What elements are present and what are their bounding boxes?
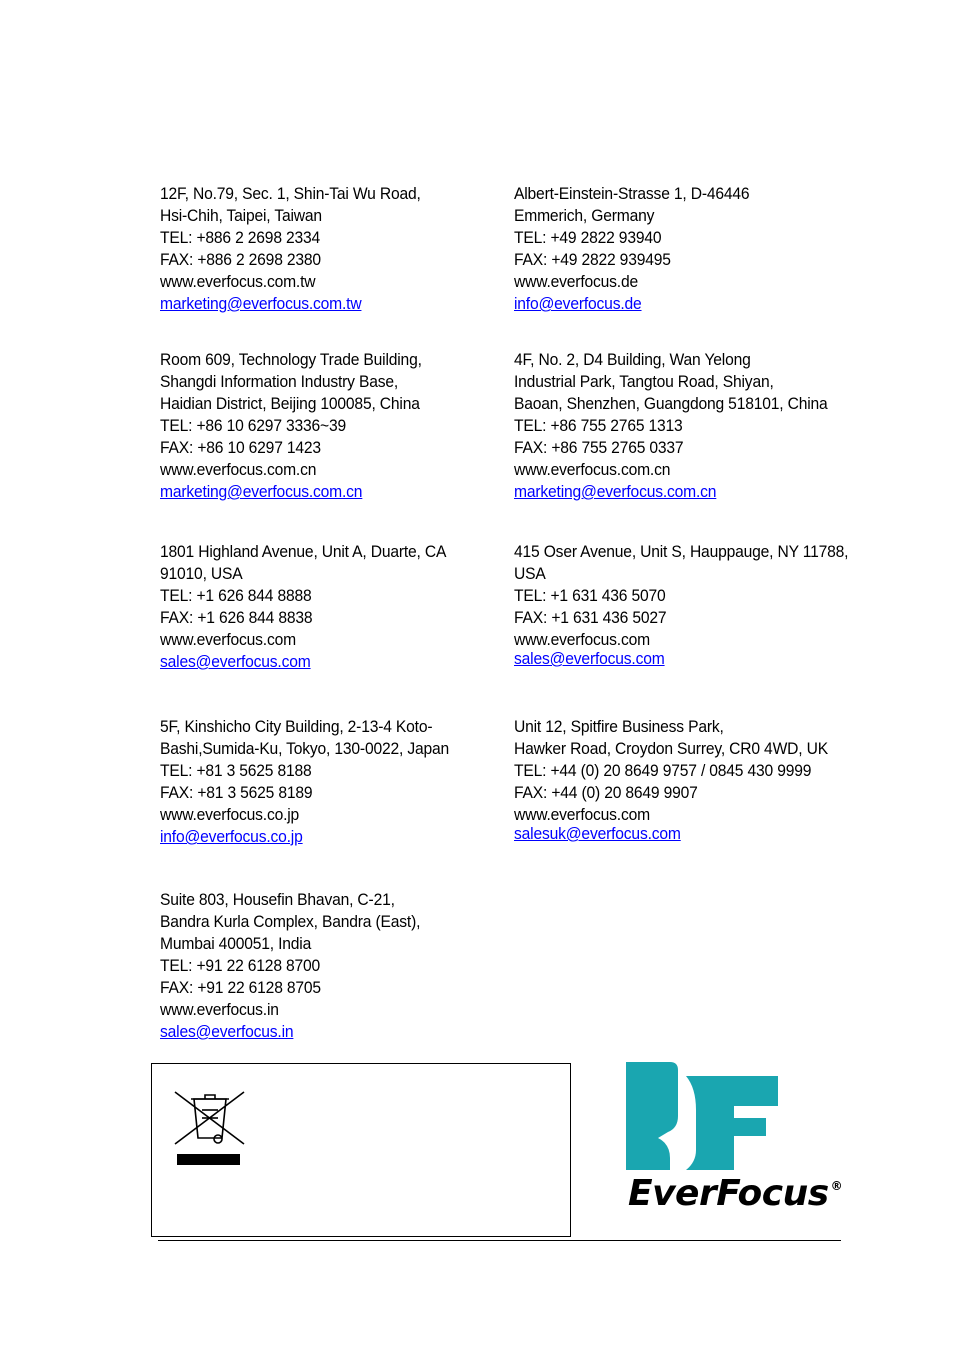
phone-line: TEL: +886 2 2698 2334 — [160, 228, 321, 247]
fax-line: FAX: +1 631 436 5027 — [514, 608, 667, 627]
email-link[interactable]: marketing@everfocus.com.cn — [514, 482, 717, 501]
website-line: www.everfocus.com.cn — [160, 460, 317, 479]
fax-line: FAX: +86 755 2765 0337 — [514, 438, 684, 457]
website-line: www.everfocus.co.jp — [160, 805, 300, 824]
phone-line: TEL: +49 2822 93940 — [514, 228, 662, 247]
address-line: Albert-Einstein-Strasse 1, D-46446 — [514, 184, 750, 203]
office-taiwan — [160, 183, 421, 315]
address-line: 4F, No. 2, D4 Building, Wan Yelong — [514, 350, 751, 369]
phone-line: TEL: +44 (0) 20 8649 9757 / 0845 430 9999 — [514, 761, 812, 780]
website-line: www.everfocus.com.tw — [160, 272, 316, 291]
fax-line: FAX: +86 10 6297 1423 — [160, 438, 321, 457]
office-shenzhen — [514, 349, 828, 503]
address-line: 1801 Highland Avenue, Unit A, Duarte, CA — [160, 542, 447, 561]
office-duarte — [160, 541, 446, 673]
registered-mark: ® — [830, 1179, 843, 1193]
address-line: USA — [514, 564, 546, 583]
phone-line: TEL: +1 631 436 5070 — [514, 586, 666, 605]
website-line: www.everfocus.in — [160, 1000, 279, 1019]
email-link[interactable]: info@everfocus.de — [514, 294, 642, 313]
footer-divider — [158, 1240, 841, 1241]
address-line: Mumbai 400051, India — [160, 934, 312, 953]
fax-line: FAX: +49 2822 939495 — [514, 250, 671, 269]
email-link[interactable]: info@everfocus.co.jp — [160, 827, 303, 846]
fax-line: FAX: +91 22 6128 8705 — [160, 978, 321, 997]
address-line: Bandra Kurla Complex, Bandra (East), — [160, 912, 421, 931]
office-india — [160, 889, 420, 1043]
email-link[interactable]: sales@everfocus.in — [160, 1022, 294, 1041]
fax-line: FAX: +81 3 5625 8189 — [160, 783, 313, 802]
address-line: 12F, No.79, Sec. 1, Shin-Tai Wu Road, — [160, 184, 421, 203]
website-line: www.everfocus.com — [514, 630, 650, 649]
email-link[interactable]: sales@everfocus.com — [160, 652, 311, 671]
phone-line: TEL: +86 755 2765 1313 — [514, 416, 683, 435]
phone-line: TEL: +81 3 5625 8188 — [160, 761, 312, 780]
address-line: Unit 12, Spitfire Business Park, — [514, 717, 724, 736]
email-link[interactable]: salesuk@everfocus.com — [514, 824, 681, 843]
address-line: Baoan, Shenzhen, Guangdong 518101, China — [514, 394, 828, 413]
address-line: 91010, USA — [160, 564, 243, 583]
website-line: www.everfocus.de — [514, 272, 638, 291]
address-line: Emmerich, Germany — [514, 206, 655, 225]
fax-line: FAX: +886 2 2698 2380 — [160, 250, 321, 269]
email-link[interactable]: marketing@everfocus.com.cn — [160, 482, 363, 501]
fax-line: FAX: +1 626 844 8838 — [160, 608, 313, 627]
address-line: Industrial Park, Tangtou Road, Shiyan, — [514, 372, 774, 391]
office-germany — [514, 183, 749, 315]
phone-line: TEL: +91 22 6128 8700 — [160, 956, 321, 975]
everfocus-wordmark — [628, 1173, 843, 1214]
office-beijing — [160, 349, 422, 503]
address-line: Hawker Road, Croydon Surrey, CR0 4WD, UK — [514, 739, 828, 758]
everfocus-logo-mark — [626, 1058, 782, 1174]
address-line: Suite 803, Housefin Bhavan, C-21, — [160, 890, 395, 909]
wordmark-text: EverFocus — [628, 1173, 829, 1214]
office-tokyo — [160, 716, 449, 848]
office-hauppauge — [514, 541, 848, 670]
address-line: Hsi-Chih, Taipei, Taiwan — [160, 206, 322, 225]
weee-notice-box — [151, 1063, 571, 1237]
address-line: 415 Oser Avenue, Unit S, Hauppauge, NY 11788, — [514, 542, 849, 561]
fax-line: FAX: +44 (0) 20 8649 9907 — [514, 783, 698, 802]
address-line: 5F, Kinshicho City Building, 2-13-4 Koto- — [160, 717, 433, 736]
email-link[interactable]: sales@everfocus.com — [514, 649, 665, 668]
website-line: www.everfocus.com — [514, 805, 650, 824]
website-line: www.everfocus.com.cn — [514, 460, 671, 479]
phone-line: TEL: +1 626 844 8888 — [160, 586, 312, 605]
address-line: Bashi,Sumida-Ku, Tokyo, 130-0022, Japan — [160, 739, 450, 758]
address-line: Room 609, Technology Trade Building, — [160, 350, 422, 369]
crossed-out-wheelie-bin-icon — [172, 1086, 248, 1168]
address-line: Haidian District, Beijing 100085, China — [160, 394, 420, 413]
website-line: www.everfocus.com — [160, 630, 296, 649]
phone-line: TEL: +86 10 6297 3336~39 — [160, 416, 347, 435]
office-uk — [514, 716, 828, 845]
address-line: Shangdi Information Industry Base, — [160, 372, 399, 391]
email-link[interactable]: marketing@everfocus.com.tw — [160, 294, 362, 313]
